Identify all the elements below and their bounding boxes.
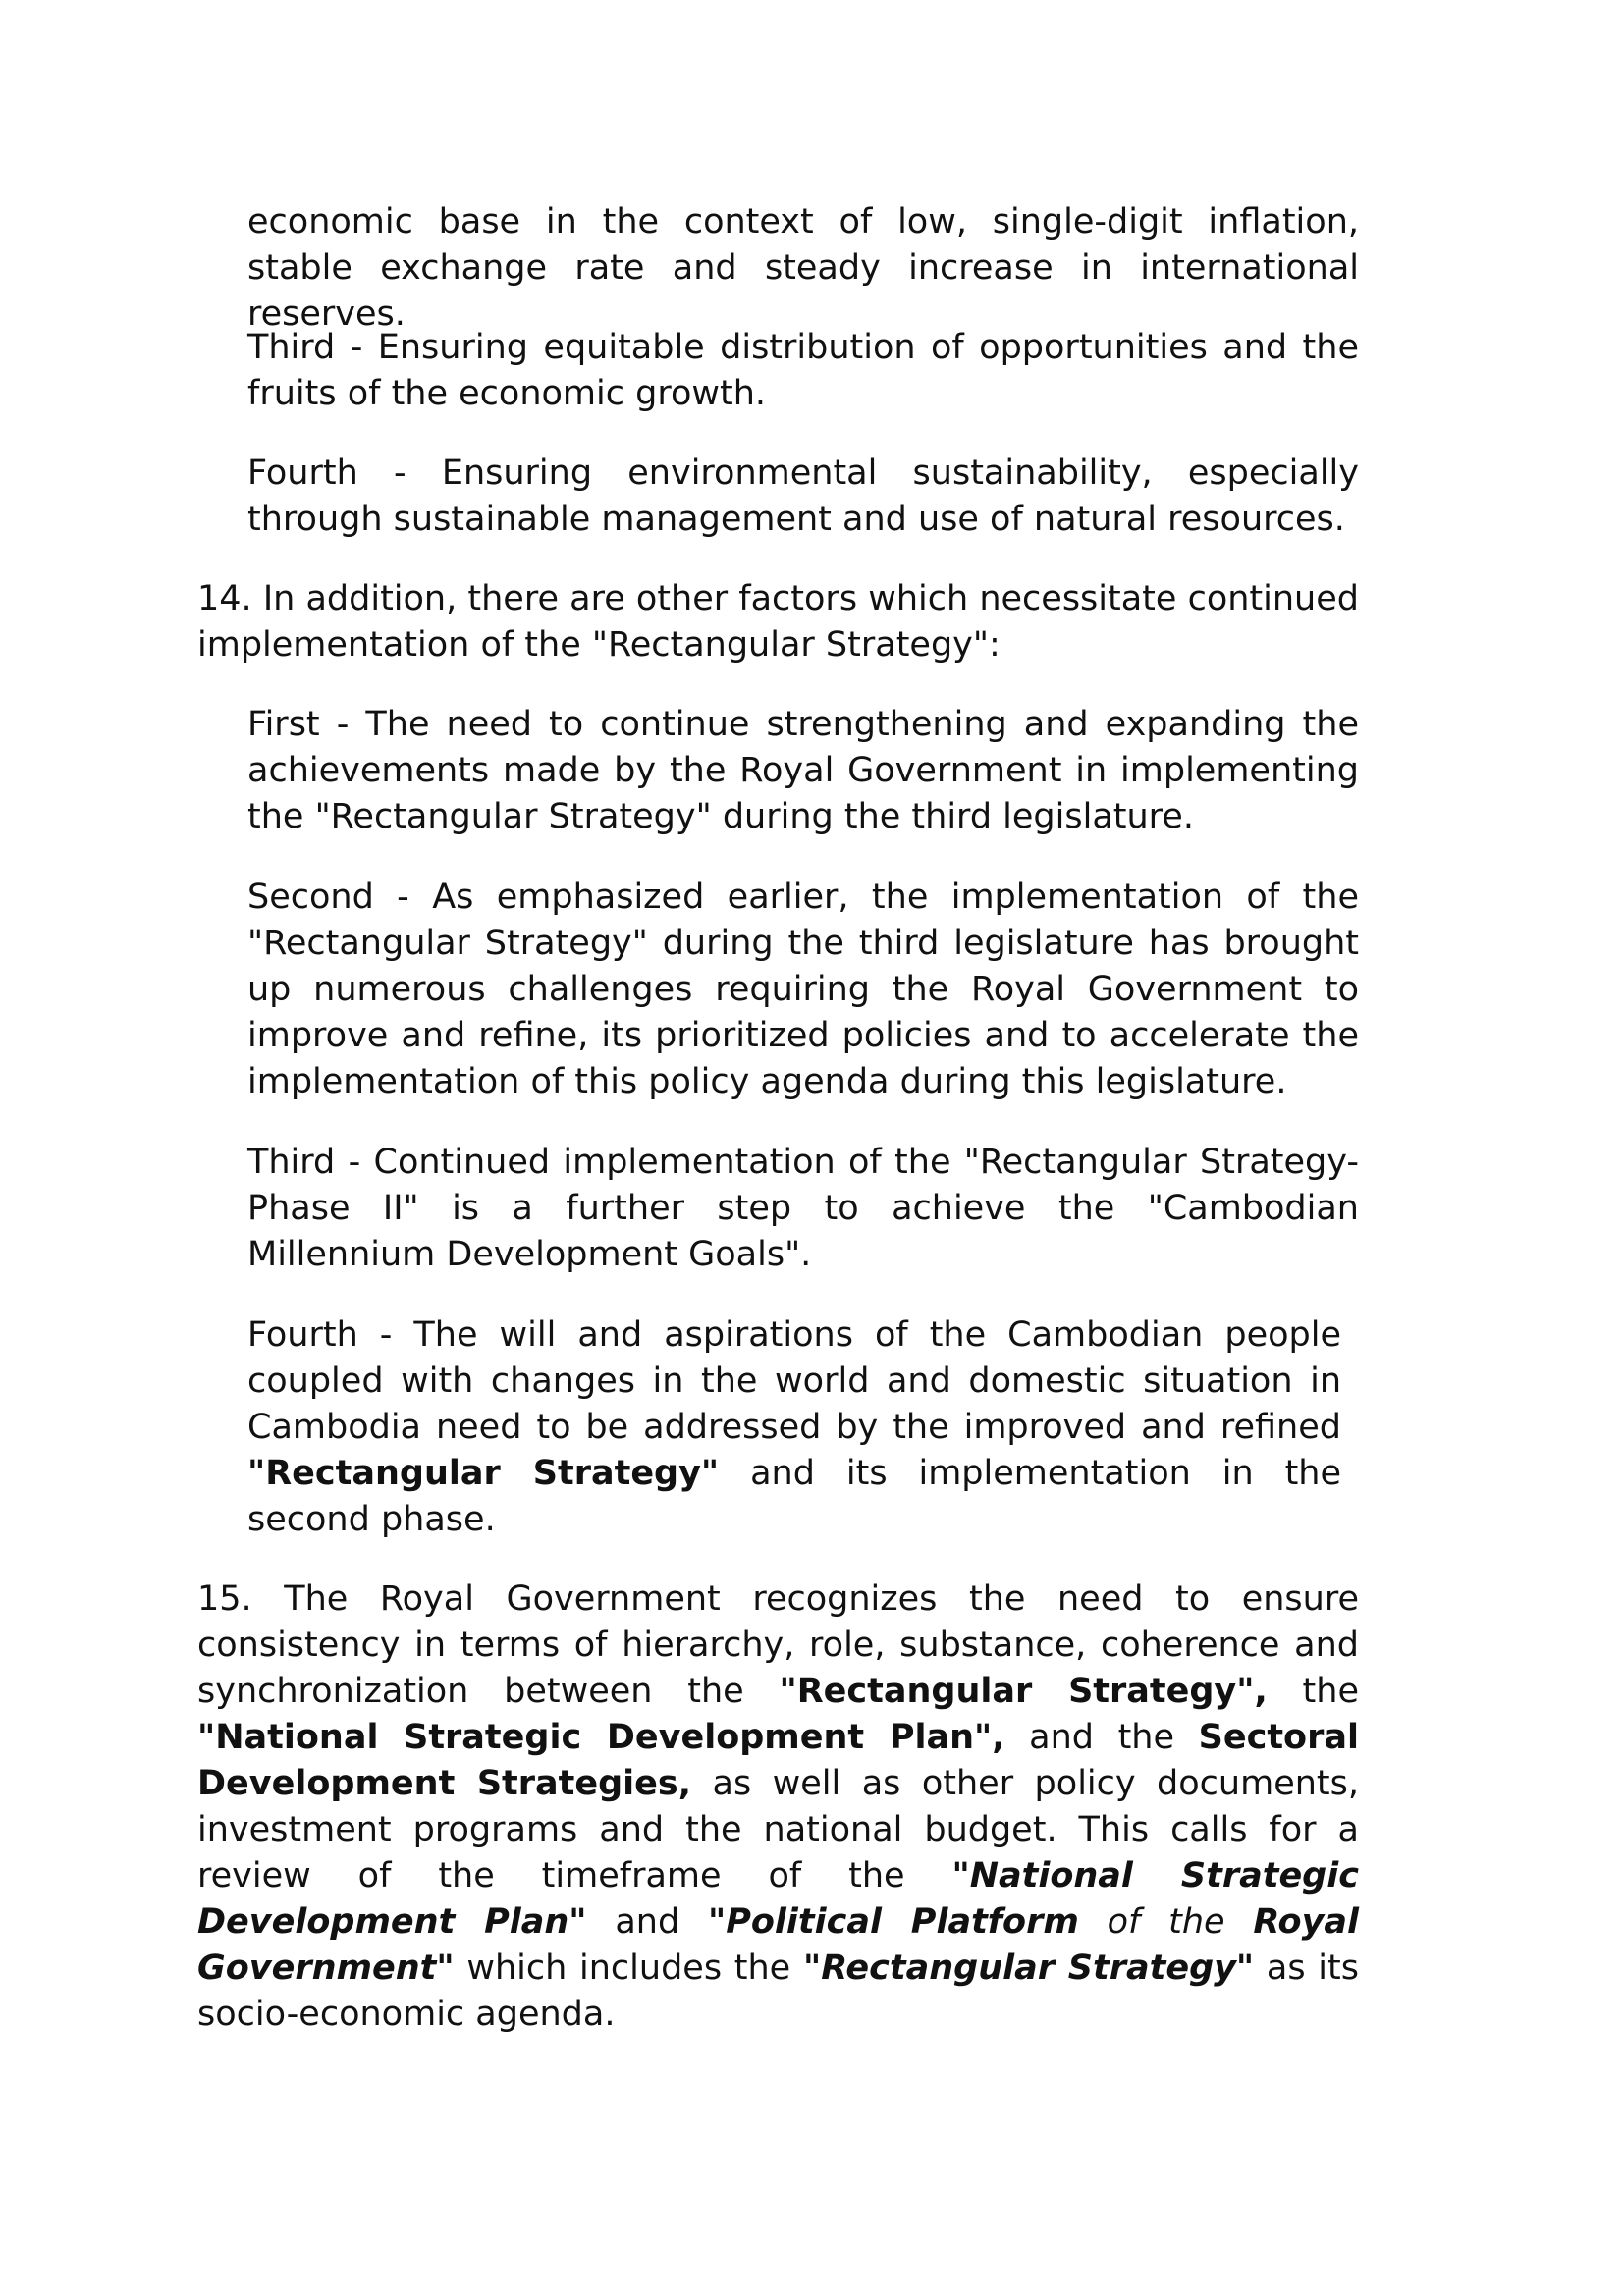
text-run: and the <box>1004 1718 1199 1757</box>
paragraph-second-emphasized: Second - As emphasized earlier, the implementation of the "Rectangular Strategy" during the third legislature has brought up numerous challenges requiring the Royal Government to improve and refine, its prioritized policies and to accelerate the implementation of this policy agenda during this legislature. <box>247 878 1359 1101</box>
paragraph-15 <box>197 1576 1359 2038</box>
bold-text-run: "Rectangular Strategy" <box>247 1454 720 1493</box>
paragraph-first-need: First - The need to continue strengthening and expanding the achievements made by the Royal Government in implementing the "Rectangular Strategy" during the third legislature. <box>247 705 1359 836</box>
bold-text-run: Sectoral Development Strategies, <box>197 1718 1359 1803</box>
paragraph-economic-base: economic base in the context of low, single-digit inflation, stable exchange rate and steady increase in international reserves. <box>247 202 1359 334</box>
paragraph-fourth-environment: Fourth - Ensuring environmental sustainability, especially through sustainable management and use of natural resources. <box>247 454 1359 539</box>
bold-text-run: "Rectangular Strategy", <box>779 1672 1268 1711</box>
paragraph-third-equitable: Third - Ensuring equitable distribution of opportunities and the fruits of the economic growth. <box>247 328 1359 413</box>
paragraph-14: 14. In addition, there are other factors which necessitate continued implementation of the "Rectangular Strategy": <box>197 579 1359 665</box>
italic-text-run: of the <box>1078 1902 1254 1942</box>
paragraph-fourth-will <box>247 1312 1341 1543</box>
text-run: which includes the <box>454 1949 803 1988</box>
bold-text-run: "National Strategic Development Plan", <box>197 1718 1005 1757</box>
text-run: 15. The Royal Government recognizes the need to ensure consistency in terms of hierarchy, role, substance, coherence and synchronization between the <box>197 1579 1359 1711</box>
bold-italic-text-run: "National Strategic Development Plan" <box>197 1856 1359 1942</box>
bold-italic-text-run: "Political Platform <box>707 1902 1079 1942</box>
text-run: as well as other policy documents, investment programs and the national budget. This calls for a review of the timeframe of the <box>197 1764 1360 1896</box>
paragraph-third-continued: Third - Continued implementation of the "Rectangular Strategy-Phase II" is a further step to achieve the "Cambodian Millennium Development Goals". <box>247 1143 1359 1274</box>
text-run: and <box>586 1902 708 1942</box>
text-run: and its implementation in the second phase. <box>247 1454 1342 1539</box>
bold-italic-text-run: Royal Government" <box>197 1902 1359 1988</box>
text-run: Fourth - The will and aspirations of the Cambodian people coupled with changes in the world and domestic situation in Cambodia need to be addressed by the improved and refined <box>247 1315 1341 1447</box>
bold-italic-text-run: "Rectangular Strategy" <box>802 1949 1255 1988</box>
text-run: as its socio-economic agenda. <box>197 1949 1359 2034</box>
text-run: the <box>1267 1672 1359 1711</box>
